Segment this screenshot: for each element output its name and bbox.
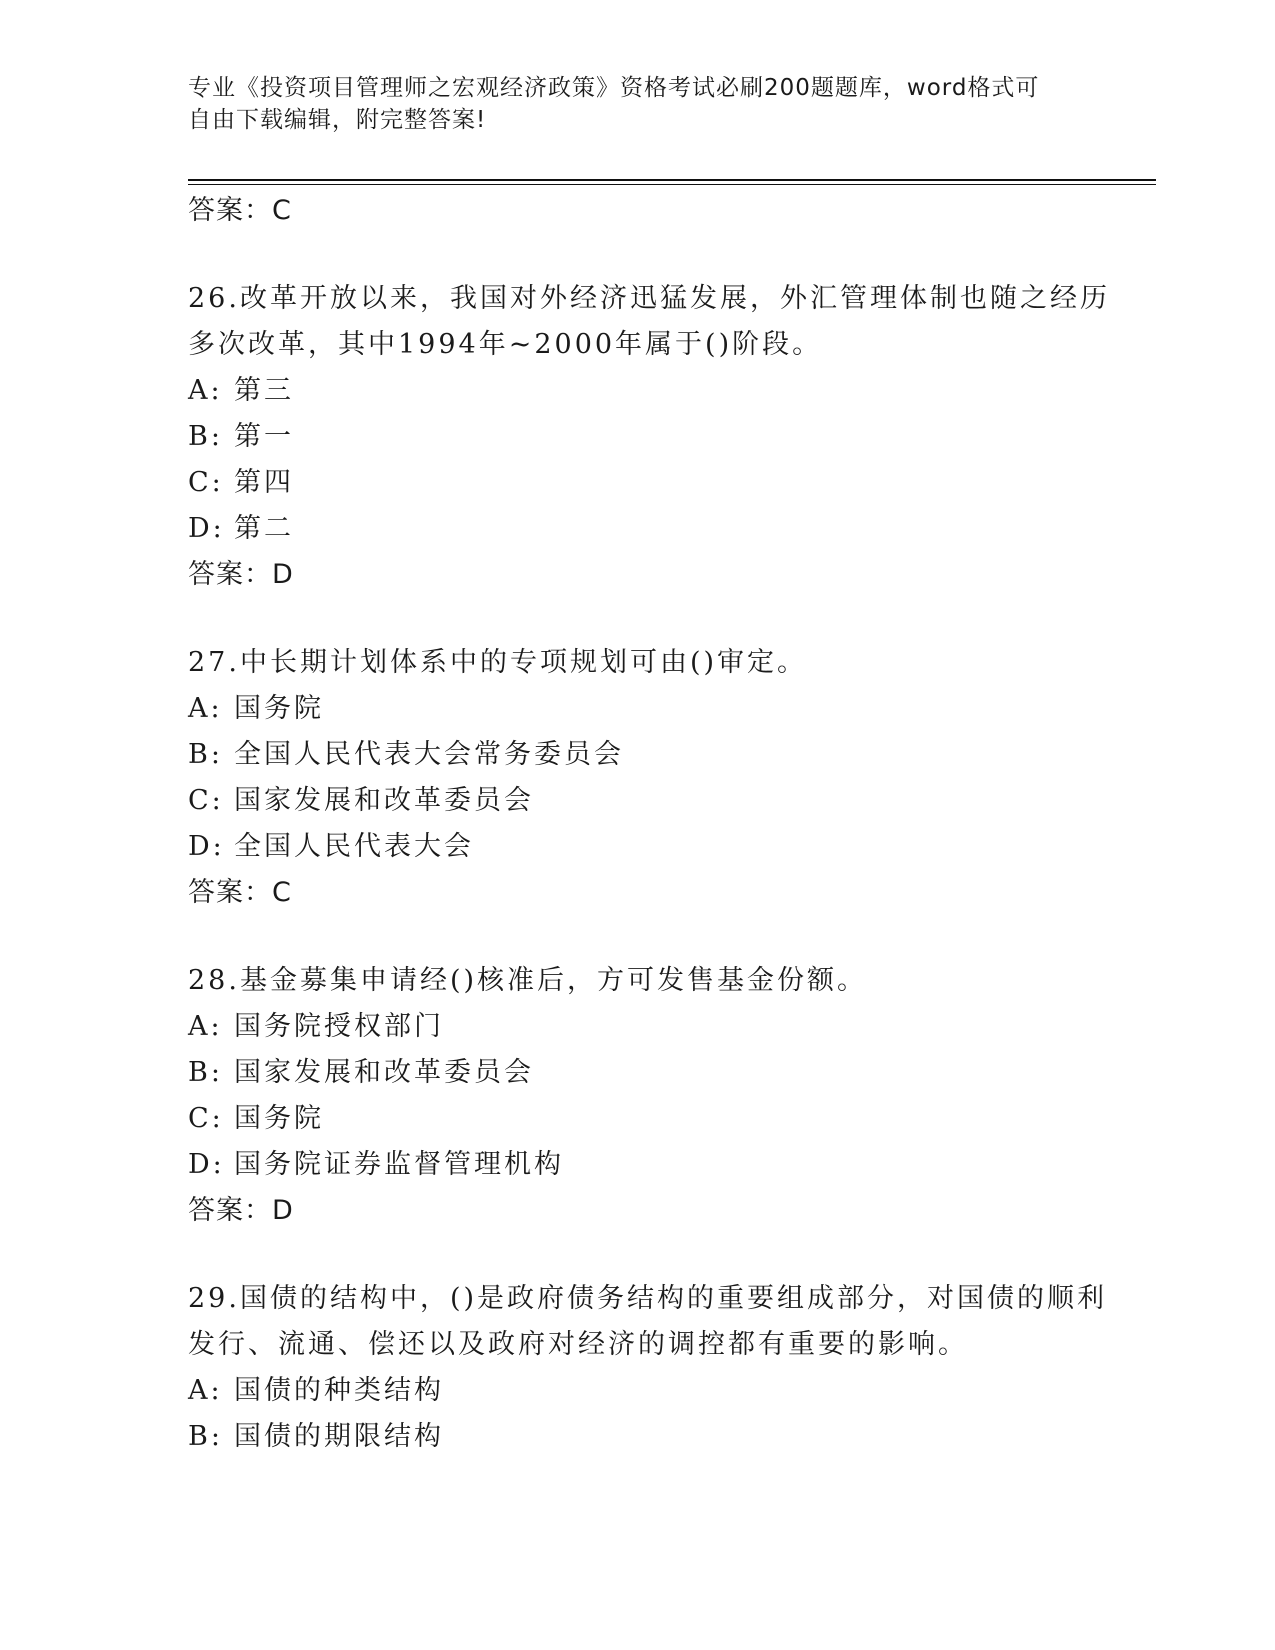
question-29 [188,1276,1148,1460]
header-divider-thin [188,184,1156,185]
question-text-line: 26.改革开放以来，我国对外经济迅猛发展，外汇管理体制也随之经历 [188,283,1110,314]
option-b [188,1050,1148,1096]
option-letter: B: [188,1421,223,1452]
answer-line: 答案：C [188,877,292,908]
option-a [188,1368,1148,1414]
option-letter: D: [188,513,225,544]
option-letter: B: [188,421,223,452]
option-text: 第四 [234,467,294,498]
option-text: 国债的种类结构 [234,1375,444,1406]
option-letter: B: [188,739,223,770]
option-c [188,1096,1148,1142]
option-a [188,368,1148,414]
option-a [188,1004,1148,1050]
option-b [188,732,1148,778]
option-letter: D: [188,831,225,862]
header-line-1: 专业《投资项目管理师之宏观经济政策》资格考试必刷200题题库，word格式可 [188,75,1040,101]
question-text-line: 多次改革，其中1994年~2000年属于()阶段。 [188,329,823,360]
option-text: 国务院 [234,693,324,724]
answer-line: 答案：D [188,1195,294,1226]
option-letter: C: [188,467,224,498]
question-text-line: 发行、流通、偿还以及政府对经济的调控都有重要的影响。 [188,1329,968,1360]
option-text: 第二 [234,513,294,544]
option-c [188,778,1148,824]
option-letter: B: [188,1057,223,1088]
option-letter: C: [188,1103,224,1134]
document-header [188,72,1068,136]
option-a [188,686,1148,732]
option-text: 国务院授权部门 [234,1011,444,1042]
option-b [188,414,1148,460]
question-text-line: 27.中长期计划体系中的专项规划可由()审定。 [188,647,808,678]
option-text: 第一 [234,421,294,452]
option-letter: A: [188,1375,223,1406]
question-28 [188,958,1148,1234]
option-text: 国家发展和改革委员会 [234,1057,534,1088]
question-text-line: 28.基金募集申请经()核准后，方可发售基金份额。 [188,965,868,996]
option-letter: A: [188,375,223,406]
option-text: 国务院证券监督管理机构 [234,1149,564,1180]
option-text: 全国人民代表大会 [234,831,474,862]
header-divider-thick [188,179,1156,181]
option-d [188,506,1148,552]
answer-line: 答案：D [188,559,294,590]
option-d [188,824,1148,870]
option-c [188,460,1148,506]
question-list [188,188,1148,1460]
question-text-line: 29.国债的结构中，()是政府债务结构的重要组成部分，对国债的顺利 [188,1283,1108,1314]
option-b [188,1414,1148,1460]
option-letter: D: [188,1149,225,1180]
option-text: 国家发展和改革委员会 [234,785,534,816]
question-26 [188,276,1148,598]
option-text: 国债的期限结构 [234,1421,444,1452]
header-line-2: 自由下载编辑，附完整答案! [188,107,487,133]
option-text: 全国人民代表大会常务委员会 [234,739,624,770]
answer-line: 答案：C [188,195,292,226]
option-d [188,1142,1148,1188]
option-letter: A: [188,1011,223,1042]
option-letter: C: [188,785,224,816]
option-text: 国务院 [234,1103,324,1134]
option-letter: A: [188,693,223,724]
option-text: 第三 [234,375,294,406]
question-27 [188,640,1148,916]
